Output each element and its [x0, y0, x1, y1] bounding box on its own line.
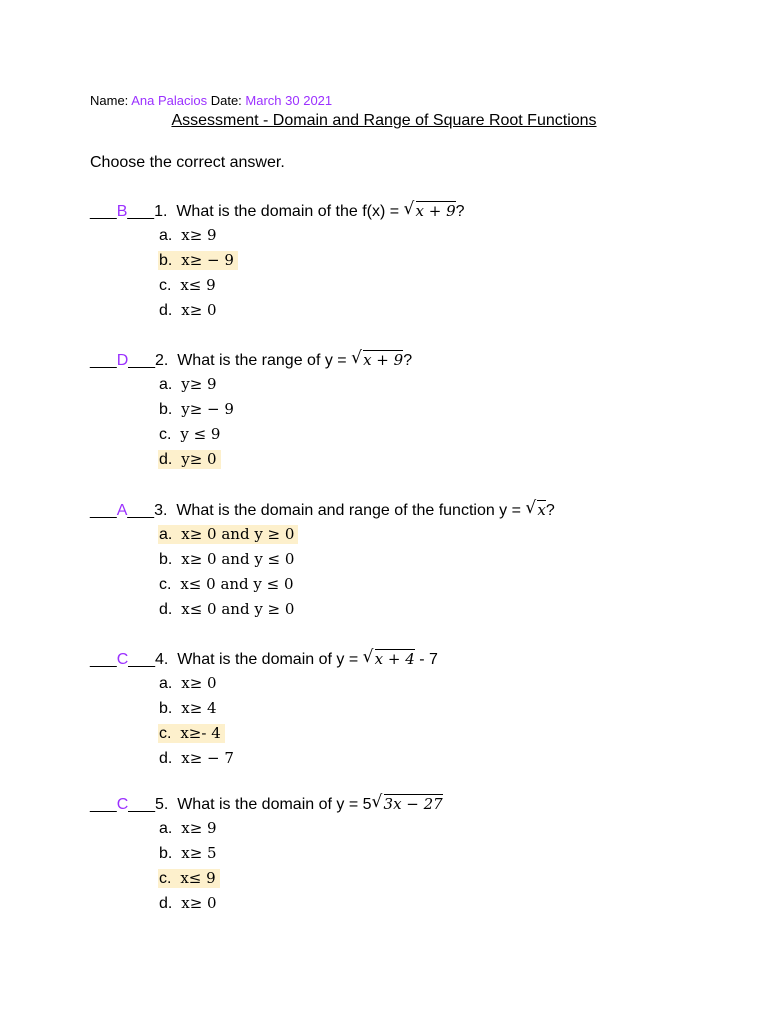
question-line: ___A___3. What is the domain and range of the function y = √ x? — [90, 498, 750, 522]
sqrt-expression — [372, 792, 443, 816]
option-a: a. x≥ 9 — [159, 819, 217, 837]
answer-letter: B — [116, 203, 128, 220]
question-prompt: What is the range of y = — [177, 352, 347, 369]
option-a: a. x≥ 9 — [159, 226, 217, 244]
highlighted-answer: c. x≤ 9 — [158, 869, 220, 888]
options-list — [90, 816, 750, 916]
radicand: x — [537, 501, 546, 519]
radicand: x + 4 — [374, 650, 415, 668]
date-label: Date: — [210, 93, 242, 108]
option-d — [158, 447, 750, 472]
prompt-suffix: ? — [403, 352, 413, 369]
question-prompt: What is the domain of y = — [177, 651, 359, 668]
radical-sign: √ — [403, 199, 415, 219]
option-c: c. x≤ 0 and y ≤ 0 — [159, 575, 294, 593]
name-value: Ana Palacios — [131, 93, 208, 108]
option-d: d. x≥ 0 — [159, 894, 217, 912]
sqrt-expression — [404, 199, 456, 223]
sqrt-expression — [363, 647, 415, 671]
question-2 — [90, 348, 750, 472]
option-b — [158, 248, 750, 273]
option-a: a. x≥ 0 — [159, 674, 217, 692]
highlighted-answer: b. x≥ − 9 — [158, 251, 238, 270]
question-number: 5. — [154, 796, 169, 813]
answer-letter: C — [116, 796, 129, 813]
options-list — [90, 223, 750, 323]
option-b: b. x≥ 4 — [159, 699, 217, 717]
question-line: ___C___4. What is the domain of y = √ x + 4 - 7 — [90, 647, 750, 671]
radical-sign: √ — [351, 348, 362, 368]
question-prompt: What is the domain of y = 5 — [177, 796, 372, 813]
question-number: 1. — [154, 203, 168, 220]
date-value: March 30 2021 — [245, 93, 333, 108]
question-line: ___B___1. What is the domain of the f(x) = √ x + 9? — [90, 199, 750, 223]
question-number: 2. — [154, 352, 169, 369]
question-3 — [90, 498, 750, 622]
radicand: 3x − 27 — [383, 795, 443, 813]
option-b: b. y≥ − 9 — [159, 400, 234, 418]
option-c — [158, 866, 750, 891]
option-d: d. x≥ − 7 — [159, 749, 234, 767]
question-1 — [90, 199, 750, 323]
instructions: Choose the correct answer. — [90, 154, 285, 171]
question-line: ___C___5. What is the domain of y = 5 √ 3x − 27 — [90, 792, 750, 816]
prompt-suffix: ? — [455, 203, 465, 220]
option-c: c. y ≤ 9 — [159, 425, 221, 443]
sqrt-expression — [525, 498, 545, 522]
option-c: c. x≤ 9 — [159, 276, 216, 294]
header-line — [90, 93, 332, 108]
option-b: b. x≥ 5 — [159, 844, 217, 862]
radical-sign: √ — [525, 498, 537, 518]
question-number: 4. — [154, 651, 169, 668]
radicand: x + 9 — [415, 202, 456, 220]
radicand: x + 9 — [363, 351, 404, 369]
option-a — [158, 522, 750, 547]
prompt-suffix: ? — [545, 502, 555, 519]
question-4 — [90, 647, 750, 771]
answer-letter: C — [116, 651, 129, 668]
question-prompt: What is the domain of the f(x) = — [176, 203, 400, 220]
page-title: Assessment - Domain and Range of Square Root Functions — [171, 112, 597, 129]
highlighted-answer: a. x≥ 0 and y ≥ 0 — [158, 525, 298, 544]
option-d: d. x≥ 0 — [159, 301, 217, 319]
question-prompt: What is the domain and range of the function y = — [176, 502, 521, 519]
radical-sign: √ — [362, 647, 374, 667]
option-b: b. x≥ 0 and y ≤ 0 — [159, 550, 295, 568]
question-line: ___D___2. What is the range of y = √ x + 9? — [90, 348, 750, 372]
name-label: Name: — [90, 93, 129, 108]
option-c — [158, 721, 750, 746]
answer-letter: D — [116, 352, 129, 369]
sqrt-expression — [351, 348, 403, 372]
radical-sign: √ — [371, 792, 383, 812]
options-list — [90, 671, 750, 771]
highlighted-answer: c. x≥- 4 — [158, 724, 225, 743]
highlighted-answer: d. y≥ 0 — [158, 450, 221, 469]
option-a: a. y≥ 9 — [159, 375, 217, 393]
prompt-suffix: - 7 — [414, 651, 438, 668]
options-list — [90, 372, 750, 472]
answer-letter: A — [116, 502, 128, 519]
options-list — [90, 522, 750, 622]
question-5 — [90, 792, 750, 916]
option-d: d. x≤ 0 and y ≥ 0 — [159, 600, 295, 618]
question-number: 3. — [154, 502, 168, 519]
